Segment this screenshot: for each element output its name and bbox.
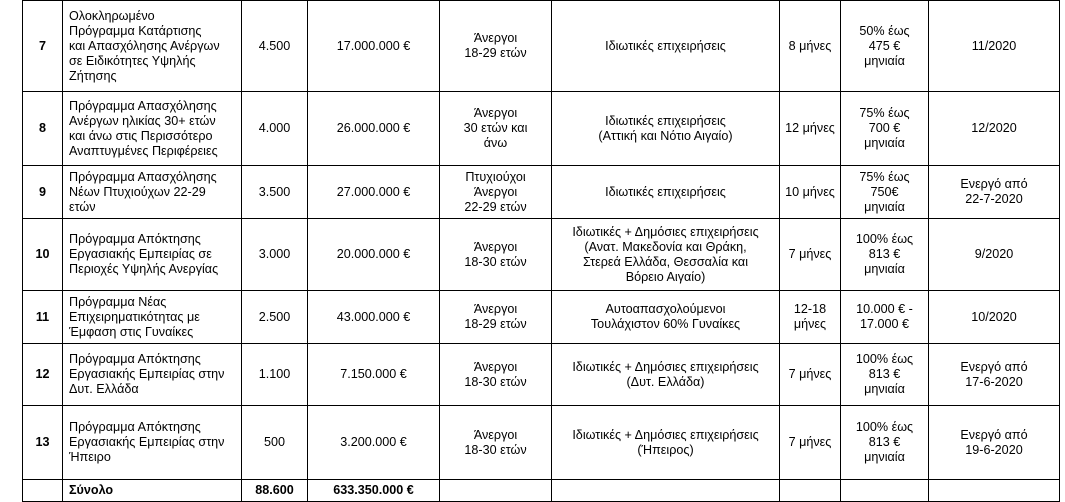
employers-line: Ιδιωτικές + Δημόσιες επιχειρήσεις: [572, 427, 759, 442]
row-number-cell: 12: [23, 344, 63, 406]
employers-line: Ιδιωτικές επιχειρήσεις: [605, 113, 726, 128]
program-name-line: ετών: [69, 199, 96, 214]
duration-cell: [780, 1, 841, 92]
employers-cell: [552, 344, 780, 406]
program-name-line: Πρόγραμμα Απόκτησης: [69, 352, 201, 366]
subsidy-cell: [841, 166, 929, 219]
total-beneficiaries: 88.600: [242, 480, 308, 502]
program-name-line: και άνω στις Περισσότερο: [69, 128, 213, 143]
program-name-line: Επιχειρηματικότητας με: [69, 309, 200, 324]
start-date-line: Ενεργό από: [960, 359, 1028, 374]
employers-line: (Ανατ. Μακεδονία και Θράκη,: [584, 239, 747, 254]
subsidy-line: 75% έως: [859, 169, 910, 184]
start-date-line: 19-6-2020: [965, 442, 1023, 457]
row-number-cell: 8: [23, 92, 63, 166]
program-name-cell: [63, 406, 242, 480]
start-date-line: 22-7-2020: [965, 192, 1023, 206]
employers-cell: [552, 1, 780, 92]
target-group-cell: [440, 1, 552, 92]
subsidy-line: 700 €: [868, 121, 901, 135]
row-number-cell: 11: [23, 291, 63, 344]
program-name-line: Εργασιακής Εμπειρίας στην: [69, 367, 225, 381]
program-name-line: Εργασιακής Εμπειρίας στην: [69, 435, 225, 449]
program-name-line: Νέων Πτυχιούχων 22-29: [69, 184, 206, 199]
budget-cell: 20.000.000 €: [308, 219, 440, 291]
target-group-line: Άνεργοι: [473, 106, 518, 120]
program-name-cell: [63, 219, 242, 291]
program-name-line: Πρόγραμμα Απόκτησης: [69, 232, 201, 246]
employers-line: Αυτοαπασχολούμενοι: [605, 302, 726, 316]
employers-line: Στερεά Ελλάδα, Θεσσαλία και: [582, 254, 749, 269]
program-name-cell: [63, 166, 242, 219]
target-group-cell: [440, 166, 552, 219]
start-date-line: 12/2020: [971, 121, 1017, 135]
row-number-cell: 7: [23, 1, 63, 92]
subsidy-line: 750€: [870, 184, 899, 199]
duration-line: 7 μήνες: [788, 435, 832, 449]
row-number-cell: 9: [23, 166, 63, 219]
subsidy-cell: [841, 1, 929, 92]
subsidy-line: 75% έως: [859, 106, 910, 120]
target-group-line: 18-30 ετών: [464, 442, 527, 457]
employers-cell: [552, 92, 780, 166]
target-group-cell: [440, 291, 552, 344]
row-number-cell: 13: [23, 406, 63, 480]
total-empty-cell: [780, 480, 841, 502]
start-date-cell: [929, 1, 1060, 92]
budget-cell: 27.000.000 €: [308, 166, 440, 219]
budget-cell: 26.000.000 €: [308, 92, 440, 166]
target-group-line: Άνεργοι: [473, 31, 518, 45]
beneficiaries-cell: 4.000: [242, 92, 308, 166]
total-empty-cell: [440, 480, 552, 502]
start-date-cell: [929, 344, 1060, 406]
program-name-line: Ζήτησης: [69, 68, 117, 83]
start-date-line: Ενεργό από: [960, 177, 1028, 191]
start-date-line: 11/2020: [971, 38, 1017, 53]
employers-line: (Αττική και Νότιο Αιγαίο): [598, 128, 733, 143]
target-group-cell: [440, 92, 552, 166]
subsidy-cell: [841, 92, 929, 166]
subsidy-cell: [841, 406, 929, 480]
start-date-line: 17-6-2020: [965, 374, 1023, 389]
employers-cell: [552, 166, 780, 219]
program-name-line: Πρόγραμμα Απασχόλησης: [69, 98, 217, 113]
start-date-cell: [929, 219, 1060, 291]
start-date-line: 9/2020: [974, 247, 1014, 261]
total-row: [23, 480, 1060, 502]
program-name-cell: [63, 92, 242, 166]
program-name-line: Αναπτυγμένες Περιφέρειες: [69, 143, 218, 158]
start-date-line: 10/2020: [971, 309, 1017, 324]
table-row: [23, 1, 1060, 92]
duration-cell: [780, 291, 841, 344]
table-body: [23, 1, 1060, 502]
subsidy-line: μηνιαία: [864, 450, 905, 464]
program-name-line: Περιοχές Υψηλής Ανεργίας: [69, 262, 219, 276]
program-name-line: Πρόγραμμα Απόκτησης: [69, 420, 201, 434]
employers-line: Τουλάχιστον 60% Γυναίκες: [590, 317, 741, 331]
start-date-line: Ενεργό από: [960, 427, 1028, 442]
subsidy-cell: [841, 344, 929, 406]
subsidy-line: μηνιαία: [864, 382, 905, 396]
target-group-cell: [440, 406, 552, 480]
program-name-line: Ανέργων ηλικίας 30+ ετών: [69, 113, 216, 128]
program-name-line: Πρόγραμμα Νέας: [69, 294, 167, 309]
duration-cell: [780, 344, 841, 406]
program-name-cell: [63, 344, 242, 406]
target-group-line: 22-29 ετών: [464, 199, 527, 214]
table-row: [23, 344, 1060, 406]
duration-line: 12-18: [793, 302, 827, 316]
target-group-line: 18-29 ετών: [464, 46, 527, 60]
total-empty-cell: [552, 480, 780, 502]
subsidy-line: 475 €: [868, 38, 901, 53]
target-group-line: 18-29 ετών: [464, 317, 527, 331]
total-empty-cell: [841, 480, 929, 502]
total-empty-cell: [929, 480, 1060, 502]
duration-line: μήνες: [793, 317, 827, 331]
duration-line: 8 μήνες: [788, 38, 832, 53]
subsidy-line: μηνιαία: [864, 53, 905, 68]
target-group-line: Πτυχιούχοι: [465, 169, 526, 184]
target-group-line: Άνεργοι: [473, 427, 518, 442]
table-row: [23, 291, 1060, 344]
start-date-cell: [929, 92, 1060, 166]
subsidy-line: 50% έως: [859, 23, 910, 38]
employers-cell: [552, 406, 780, 480]
subsidy-line: μηνιαία: [864, 199, 905, 214]
program-name-cell: [63, 291, 242, 344]
employers-cell: [552, 219, 780, 291]
subsidy-line: 100% έως: [855, 420, 914, 434]
subsidy-line: 100% έως: [855, 232, 914, 246]
duration-line: 7 μήνες: [788, 367, 832, 381]
subsidy-line: 813 €: [868, 435, 901, 449]
beneficiaries-cell: 4.500: [242, 1, 308, 92]
table-row: [23, 166, 1060, 219]
employers-line: Ιδιωτικές + Δημόσιες επιχειρήσεις: [572, 359, 759, 374]
start-date-cell: [929, 291, 1060, 344]
row-number-cell: 10: [23, 219, 63, 291]
program-name-line: σε Ειδικότητες Υψηλής: [69, 53, 196, 68]
program-name-line: Ήπειρο: [69, 450, 111, 464]
employers-line: Βόρειο Αιγαίο): [625, 269, 706, 284]
subsidy-line: μηνιαία: [864, 136, 905, 150]
employers-line: Ιδιωτικές επιχειρήσεις: [605, 38, 726, 53]
table-row: [23, 92, 1060, 166]
beneficiaries-cell: 3.000: [242, 219, 308, 291]
table-row: [23, 406, 1060, 480]
employers-cell: [552, 291, 780, 344]
total-budget: 633.350.000 €: [308, 480, 440, 502]
duration-line: 10 μήνες: [785, 184, 835, 199]
target-group-cell: [440, 219, 552, 291]
subsidy-line: μηνιαία: [864, 262, 905, 276]
program-name-line: Έμφαση στις Γυναίκες: [69, 324, 194, 339]
employers-line: Ιδιωτικές + Δημόσιες επιχειρήσεις: [572, 224, 759, 239]
subsidy-line: 100% έως: [855, 352, 914, 366]
employers-line: (Δυτ. Ελλάδα): [626, 374, 705, 389]
program-name-line: Πρόγραμμα Απασχόλησης: [69, 169, 217, 184]
budget-cell: 43.000.000 €: [308, 291, 440, 344]
subsidy-cell: [841, 219, 929, 291]
target-group-line: 30 ετών και: [463, 121, 528, 135]
duration-cell: [780, 219, 841, 291]
budget-cell: 17.000.000 €: [308, 1, 440, 92]
beneficiaries-cell: 500: [242, 406, 308, 480]
employers-line: (Ήπειρος): [637, 442, 694, 457]
target-group-line: 18-30 ετών: [464, 374, 527, 389]
subsidy-line: 813 €: [868, 367, 901, 381]
total-empty-cell: [23, 480, 63, 502]
program-name-line: Εργασιακής Εμπειρίας σε: [69, 247, 212, 261]
duration-cell: [780, 166, 841, 219]
duration-cell: [780, 406, 841, 480]
beneficiaries-cell: 1.100: [242, 344, 308, 406]
start-date-cell: [929, 166, 1060, 219]
subsidy-line: 813 €: [868, 247, 901, 261]
target-group-line: Άνεργοι: [473, 184, 518, 199]
budget-cell: 3.200.000 €: [308, 406, 440, 480]
program-name-line: Δυτ. Ελλάδα: [69, 382, 139, 396]
budget-cell: 7.150.000 €: [308, 344, 440, 406]
table-row: [23, 219, 1060, 291]
duration-cell: [780, 92, 841, 166]
target-group-cell: [440, 344, 552, 406]
target-group-line: άνω: [483, 136, 508, 150]
programs-table: [22, 0, 1060, 502]
target-group-line: Άνεργοι: [473, 359, 518, 374]
program-name-line: και Απασχόλησης Ανέργων: [69, 38, 220, 53]
beneficiaries-cell: 3.500: [242, 166, 308, 219]
subsidy-line: 17.000 €: [859, 317, 910, 331]
program-name-line: Ολοκληρωμένο: [69, 8, 155, 23]
target-group-line: Άνεργοι: [473, 302, 518, 316]
target-group-line: Άνεργοι: [473, 239, 518, 254]
duration-line: 12 μήνες: [785, 121, 835, 135]
subsidy-line: 10.000 € -: [856, 302, 913, 316]
employers-line: Ιδιωτικές επιχειρήσεις: [605, 184, 726, 199]
target-group-line: 18-30 ετών: [464, 254, 527, 269]
beneficiaries-cell: 2.500: [242, 291, 308, 344]
program-name-line: Πρόγραμμα Κατάρτισης: [69, 23, 202, 38]
subsidy-cell: [841, 291, 929, 344]
program-name-cell: [63, 1, 242, 92]
start-date-cell: [929, 406, 1060, 480]
duration-line: 7 μήνες: [788, 247, 832, 261]
total-label: Σύνολο: [63, 480, 242, 502]
